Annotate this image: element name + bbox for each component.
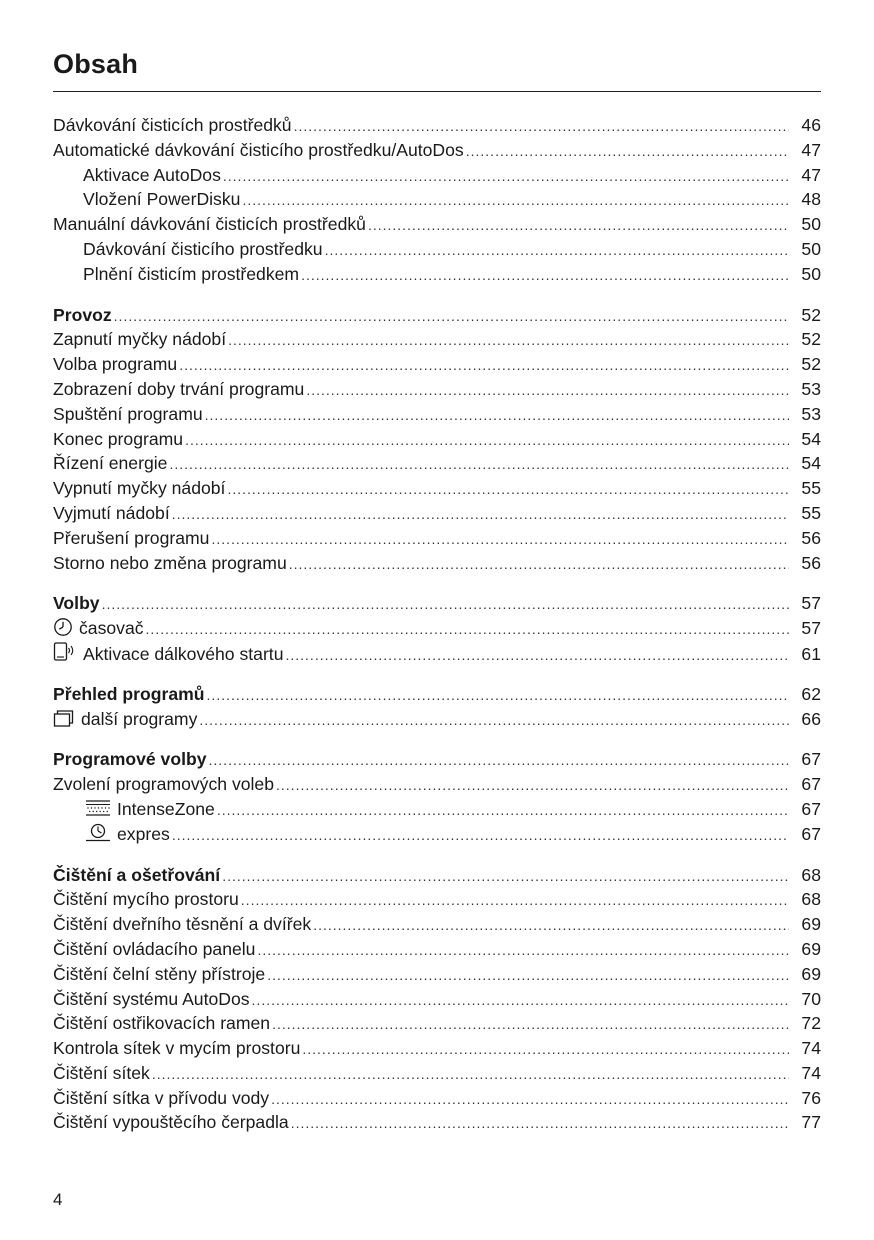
toc-label: Přerušení programu <box>53 527 210 548</box>
toc-page-number: 67 <box>801 823 821 844</box>
dot-leader <box>172 823 789 848</box>
toc-page-number: 68 <box>801 889 821 910</box>
toc-label: Čištění systému AutoDos <box>53 988 250 1009</box>
toc-label: Programové volby <box>53 749 207 770</box>
dot-leader <box>114 304 789 329</box>
toc-entry[interactable] <box>53 113 821 138</box>
toc-label: Volby <box>53 593 100 614</box>
section-gap <box>53 287 821 303</box>
toc-page-number: 50 <box>801 263 821 284</box>
toc-label: další programy <box>81 708 198 729</box>
dot-leader <box>152 1062 789 1087</box>
toc-page-number: 55 <box>801 502 821 523</box>
toc-page-number: 74 <box>801 1062 821 1083</box>
toc-label: Čištění čelní stěny přístroje <box>53 963 266 984</box>
toc-entry[interactable] <box>53 526 821 551</box>
toc-label: Manuální dávkování čisticích prostředků <box>53 214 366 235</box>
toc-label: Volba programu <box>53 354 178 375</box>
toc-page-number: 57 <box>801 618 821 639</box>
dot-leader <box>211 527 789 552</box>
section-gap <box>53 666 821 682</box>
toc-entry[interactable] <box>53 962 821 987</box>
dot-leader <box>252 988 789 1013</box>
toc-entry[interactable] <box>53 912 821 937</box>
toc-label: Čištění vypouštěcího čerpadla <box>53 1112 289 1133</box>
toc-entry[interactable] <box>53 1086 821 1111</box>
toc-subentry[interactable] <box>53 187 821 212</box>
dot-leader <box>271 1087 789 1112</box>
toc-label: Čištění sítek <box>53 1062 150 1083</box>
toc-entry[interactable] <box>53 377 821 402</box>
toc-page-number: 55 <box>801 478 821 499</box>
toc-label: Spuštění programu <box>53 403 203 424</box>
toc-page-number: 74 <box>801 1038 821 1059</box>
toc-page-number: 53 <box>801 378 821 399</box>
toc-section-heading[interactable] <box>53 863 821 888</box>
toc-label: Čištění sítka v přívodu vody <box>53 1087 270 1108</box>
toc-page-number: 54 <box>801 428 821 449</box>
dot-leader <box>313 913 789 938</box>
toc-label: Řízení energie <box>53 453 168 474</box>
toc-page-number: 62 <box>801 683 821 704</box>
toc-page-number: 54 <box>801 453 821 474</box>
toc-page-number: 56 <box>801 527 821 548</box>
dot-leader <box>272 1012 789 1037</box>
toc-page-number: 61 <box>801 643 821 664</box>
toc-entry[interactable] <box>53 987 821 1012</box>
toc-section-heading[interactable] <box>53 682 821 707</box>
toc-entry[interactable] <box>53 501 821 526</box>
toc-entry[interactable] <box>53 138 821 163</box>
dot-leader <box>242 188 789 213</box>
toc-page-number: 69 <box>801 938 821 959</box>
dot-leader <box>102 592 789 617</box>
dot-leader <box>228 328 789 353</box>
dot-leader <box>301 263 789 288</box>
toc-page-number: 52 <box>801 329 821 350</box>
toc-entry[interactable] <box>53 427 821 452</box>
toc-entry[interactable] <box>53 327 821 352</box>
dot-leader <box>199 708 789 733</box>
section-gap <box>53 575 821 591</box>
toc-page-number: 70 <box>801 988 821 1009</box>
dot-leader <box>276 773 789 798</box>
toc-section-heading[interactable] <box>53 747 821 772</box>
toc-page-number: 52 <box>801 304 821 325</box>
toc-label: Čištění mycího prostoru <box>53 889 239 910</box>
toc-label: Zvolení programových voleb <box>53 774 275 795</box>
toc-label: Čištění a ošetřování <box>53 864 221 885</box>
toc-page-number: 68 <box>801 864 821 885</box>
toc-page-number: 47 <box>801 139 821 160</box>
toc-entry[interactable] <box>53 212 821 237</box>
dot-leader <box>227 477 789 502</box>
dot-leader <box>325 238 789 263</box>
toc-label: Storno nebo změna programu <box>53 552 287 573</box>
page-title: Obsah <box>53 49 139 79</box>
section-gap <box>53 847 821 863</box>
toc-page-number: 67 <box>801 798 821 819</box>
toc-label: Dávkování čisticích prostředků <box>53 115 292 135</box>
toc-page-number: 57 <box>801 593 821 614</box>
toc-subentry[interactable] <box>53 822 821 847</box>
toc-page-number: 77 <box>801 1112 821 1133</box>
toc-page-number: 53 <box>801 403 821 424</box>
toc-label: IntenseZone <box>117 798 215 819</box>
toc-label: Dávkování čisticího prostředku <box>83 238 323 259</box>
dot-leader <box>257 938 789 963</box>
dot-leader <box>291 1111 789 1136</box>
more-programs-icon <box>53 708 75 728</box>
toc-page-number: 69 <box>801 914 821 935</box>
toc-page-number: 67 <box>801 774 821 795</box>
toc-label: Aktivace dálkového startu <box>83 643 284 664</box>
intensezone-icon <box>85 798 111 818</box>
dot-leader <box>267 963 789 988</box>
toc-label: Aktivace AutoDos <box>83 164 221 185</box>
toc-entry[interactable] <box>53 451 821 476</box>
toc-label: Provoz <box>53 304 112 325</box>
toc-label: expres <box>117 823 170 844</box>
toc-entry[interactable] <box>53 1061 821 1086</box>
toc-label: Plnění čisticím prostředkem <box>83 263 300 284</box>
toc-entry[interactable] <box>53 641 821 666</box>
toc-page-number: 52 <box>801 354 821 375</box>
toc-entry[interactable] <box>53 707 821 732</box>
dot-leader <box>466 139 789 164</box>
toc-entry[interactable] <box>53 1011 821 1036</box>
section-gap <box>53 731 821 747</box>
toc-page-number: 50 <box>801 238 821 259</box>
toc-entry[interactable] <box>53 476 821 501</box>
toc-entry[interactable] <box>53 352 821 377</box>
toc-subentry[interactable] <box>53 262 821 287</box>
toc-page-number: 46 <box>801 115 821 135</box>
toc-section-heading[interactable] <box>53 303 821 328</box>
toc-page-number: 50 <box>801 214 821 235</box>
dot-leader <box>146 617 789 642</box>
toc-page-number: 47 <box>801 164 821 185</box>
toc-label: Zobrazení doby trvání programu <box>53 378 305 399</box>
toc-subentry[interactable] <box>53 163 821 188</box>
toc-entry[interactable] <box>53 1036 821 1061</box>
toc-page-number: 48 <box>801 189 821 210</box>
toc-label: Vyjmutí nádobí <box>53 502 170 523</box>
dot-leader <box>185 428 789 453</box>
dot-leader <box>368 213 789 238</box>
toc-entry[interactable] <box>53 616 821 641</box>
toc-label: Vypnutí myčky nádobí <box>53 478 226 499</box>
title-divider <box>53 91 821 92</box>
toc-entry[interactable] <box>53 402 821 427</box>
toc-entry[interactable] <box>53 887 821 912</box>
dot-leader <box>205 403 789 428</box>
dot-leader <box>294 114 789 139</box>
dot-leader <box>222 864 789 889</box>
toc-page-number: 56 <box>801 552 821 573</box>
toc-label: Automatické dávkování čisticího prostředku/AutoDos <box>53 139 464 160</box>
dot-leader <box>169 452 789 477</box>
toc-label: Vložení PowerDisku <box>83 189 241 210</box>
dot-leader <box>302 1037 789 1062</box>
toc-page-number: 69 <box>801 963 821 984</box>
toc-page-number: 67 <box>801 749 821 770</box>
dot-leader <box>306 378 789 403</box>
toc-page-number: 76 <box>801 1087 821 1108</box>
table-of-contents <box>53 113 821 1135</box>
toc-label: Kontrola sítek v mycím prostoru <box>53 1038 301 1059</box>
dot-leader <box>207 683 789 708</box>
toc-label: Zapnutí myčky nádobí <box>53 329 227 350</box>
toc-label: Přehled programů <box>53 683 205 704</box>
dot-leader <box>285 643 789 668</box>
toc-subentry[interactable] <box>53 237 821 262</box>
footer-page-number: 4 <box>53 1190 63 1209</box>
dot-leader <box>289 552 789 577</box>
dot-leader <box>217 798 789 823</box>
dot-leader <box>172 502 789 527</box>
toc-label: Čištění dveřního těsnění a dvířek <box>53 914 312 935</box>
toc-label: Čištění ovládacího panelu <box>53 938 256 959</box>
clock-icon <box>53 617 73 637</box>
toc-subentry[interactable] <box>53 797 821 822</box>
dot-leader <box>241 888 789 913</box>
toc-label: Čištění ostřikovacích ramen <box>53 1013 271 1034</box>
toc-entry[interactable] <box>53 551 821 576</box>
express-icon <box>85 823 111 843</box>
toc-page-number: 66 <box>801 708 821 729</box>
toc-entry[interactable] <box>53 1110 821 1135</box>
toc-section-heading[interactable] <box>53 591 821 616</box>
dot-leader <box>179 353 789 378</box>
toc-entry[interactable] <box>53 772 821 797</box>
toc-entry[interactable] <box>53 937 821 962</box>
toc-label: časovač <box>79 618 144 639</box>
dot-leader <box>209 748 789 773</box>
remote-start-icon <box>53 641 77 663</box>
toc-page-number: 72 <box>801 1013 821 1034</box>
dot-leader <box>223 164 789 189</box>
toc-label: Konec programu <box>53 428 184 449</box>
